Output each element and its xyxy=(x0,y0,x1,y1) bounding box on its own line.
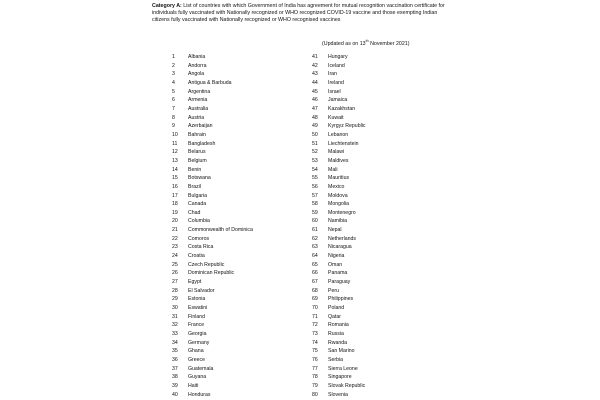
country-name: Netherlands xyxy=(328,235,356,242)
country-number: 9 xyxy=(172,123,175,130)
country-name: Jamaica xyxy=(328,97,348,104)
country-row xyxy=(312,347,365,356)
country-row xyxy=(172,269,253,278)
country-row xyxy=(312,88,365,97)
country-row xyxy=(172,365,253,374)
country-row xyxy=(172,114,253,123)
country-row xyxy=(312,148,365,157)
country-row xyxy=(172,209,253,218)
country-number: 47 xyxy=(312,105,318,112)
country-name: Mexico xyxy=(328,183,345,190)
country-name: Finland xyxy=(188,313,206,320)
country-name: Czech Republic xyxy=(188,261,225,268)
country-name: Malawi xyxy=(328,149,345,156)
country-number: 57 xyxy=(312,192,318,199)
country-row xyxy=(172,105,253,114)
country-row xyxy=(172,122,253,131)
country-number: 18 xyxy=(172,201,178,208)
country-number: 58 xyxy=(312,201,318,208)
country-name: Maldives xyxy=(328,157,349,164)
country-name: Azerbaijan xyxy=(188,123,213,130)
updated-date xyxy=(322,41,410,48)
country-number: 74 xyxy=(312,339,318,346)
country-name: Bulgaria xyxy=(188,192,208,199)
country-number: 53 xyxy=(312,157,318,164)
country-name: Haiti xyxy=(188,382,199,389)
country-row xyxy=(172,287,253,296)
country-number: 77 xyxy=(312,365,318,372)
country-number: 79 xyxy=(312,382,318,389)
country-name: Serbia xyxy=(328,356,343,363)
country-number: 1 xyxy=(172,54,175,60)
country-name: Romania xyxy=(328,322,349,329)
country-name: Qatar xyxy=(328,313,341,320)
country-number: 70 xyxy=(312,305,318,312)
country-number: 52 xyxy=(312,149,318,156)
country-row xyxy=(172,200,253,209)
country-name: Andorra xyxy=(188,62,207,69)
country-number: 11 xyxy=(172,140,178,147)
updated-prefix: (Updated as on 13 xyxy=(322,41,366,47)
country-name: Australia xyxy=(188,105,209,112)
country-number: 49 xyxy=(312,123,318,130)
country-name: Canada xyxy=(188,201,207,208)
country-row xyxy=(312,183,365,192)
country-name: Costa Rica xyxy=(188,244,214,251)
country-row xyxy=(172,192,253,201)
country-row xyxy=(312,122,365,131)
country-name: Iran xyxy=(328,71,337,78)
country-name: Liechtenstein xyxy=(328,140,359,147)
country-number: 44 xyxy=(312,79,318,86)
country-row xyxy=(172,356,253,365)
category-text: List of countries with which Government of India has agreement for mutual recognition vaccination certificate for individuals fully vaccinated with Nationally recognized or WHO recognized COVID-19 vaccine and those exempting Indian citizens fully vaccinated with Nationally recognized or WHO recognised vaccines xyxy=(152,3,445,24)
country-row xyxy=(172,226,253,235)
country-name: Kyrgyz Republic xyxy=(328,123,366,130)
country-number: 54 xyxy=(312,166,318,173)
country-name: Comoros xyxy=(188,235,210,242)
country-row xyxy=(312,278,365,287)
country-name: Bangladesh xyxy=(188,140,216,147)
country-row xyxy=(312,114,365,123)
country-number: 6 xyxy=(172,97,175,104)
country-name: Paraguay xyxy=(328,279,351,286)
country-name: Belarus xyxy=(188,149,206,156)
country-name: Ghana xyxy=(188,348,204,355)
country-name: Germany xyxy=(188,339,210,346)
country-number: 31 xyxy=(172,313,178,320)
country-row xyxy=(172,382,253,391)
country-row xyxy=(312,174,365,183)
country-number: 35 xyxy=(172,348,178,355)
country-number: 25 xyxy=(172,261,178,268)
updated-ordinal: th xyxy=(365,39,369,44)
country-row xyxy=(312,62,365,71)
country-number: 16 xyxy=(172,183,178,190)
country-number: 21 xyxy=(172,227,178,234)
country-number: 28 xyxy=(172,287,178,294)
country-row xyxy=(172,373,253,382)
country-name: Mauritius xyxy=(328,175,350,182)
country-number: 61 xyxy=(312,227,318,234)
country-row xyxy=(172,96,253,105)
updated-suffix: November 2021) xyxy=(368,41,410,47)
country-name: Chad xyxy=(188,209,201,216)
country-name: Nigeria xyxy=(328,253,345,260)
country-number: 27 xyxy=(172,279,178,286)
country-number: 66 xyxy=(312,270,318,277)
country-row xyxy=(312,295,365,304)
country-name: France xyxy=(188,322,205,329)
country-name: Armenia xyxy=(188,97,208,104)
country-row xyxy=(312,140,365,149)
country-number: 64 xyxy=(312,253,318,260)
country-row xyxy=(312,339,365,348)
country-name: Brazil xyxy=(188,183,201,190)
country-number: 19 xyxy=(172,209,178,216)
country-number: 78 xyxy=(312,374,318,381)
country-row xyxy=(312,287,365,296)
country-name: Eswatini xyxy=(188,305,208,312)
country-name: Estonia xyxy=(188,296,206,303)
country-name: Hungary xyxy=(328,54,348,60)
country-name: Oman xyxy=(328,261,343,268)
country-number: 24 xyxy=(172,253,178,260)
country-row xyxy=(312,200,365,209)
country-number: 48 xyxy=(312,114,318,121)
country-name: Rwanda xyxy=(328,339,348,346)
country-number: 40 xyxy=(172,391,178,398)
country-name: Austria xyxy=(188,114,205,121)
country-row xyxy=(172,313,253,322)
country-name: Nicaragua xyxy=(328,244,352,251)
country-number: 46 xyxy=(312,97,318,104)
country-row xyxy=(172,304,253,313)
country-row xyxy=(172,53,253,62)
country-name: Israel xyxy=(328,88,341,95)
category-label: Category A: xyxy=(152,3,182,9)
country-number: 37 xyxy=(172,365,178,372)
country-name: Philippines xyxy=(328,296,354,303)
country-row xyxy=(172,321,253,330)
country-number: 17 xyxy=(172,192,178,199)
country-row xyxy=(312,131,365,140)
country-name: Albania xyxy=(188,54,206,60)
country-row xyxy=(172,157,253,166)
country-number: 34 xyxy=(172,339,178,346)
country-row xyxy=(172,243,253,252)
country-name: Kuwait xyxy=(328,114,344,121)
country-name: Greece xyxy=(188,356,206,363)
country-number: 4 xyxy=(172,79,175,86)
country-name: Croatia xyxy=(188,253,205,260)
country-number: 26 xyxy=(172,270,178,277)
country-name: Nepal xyxy=(328,227,342,234)
country-name: Lebanon xyxy=(328,131,349,138)
country-row xyxy=(312,105,365,114)
country-row xyxy=(172,140,253,149)
country-name: Commonwealth of Dominica xyxy=(188,227,253,234)
country-number: 75 xyxy=(312,348,318,355)
category-description xyxy=(152,3,452,25)
country-number: 3 xyxy=(172,71,175,78)
country-name: Guyana xyxy=(188,374,207,381)
country-number: 22 xyxy=(172,235,178,242)
country-name: Egypt xyxy=(188,279,202,286)
country-number: 73 xyxy=(312,331,318,337)
country-number: 2 xyxy=(172,62,175,69)
country-row xyxy=(172,339,253,348)
country-list-left xyxy=(172,53,253,399)
country-name: Sierra Leone xyxy=(328,365,358,372)
country-name: Columbia xyxy=(188,218,210,225)
country-number: 41 xyxy=(312,54,318,60)
country-row xyxy=(312,356,365,365)
country-number: 56 xyxy=(312,183,318,190)
country-number: 14 xyxy=(172,166,178,173)
country-name: El Salvador xyxy=(188,287,215,294)
country-name: Guatemala xyxy=(188,365,214,372)
country-number: 8 xyxy=(172,114,175,121)
country-name: Slovenia xyxy=(328,391,348,398)
country-row xyxy=(172,217,253,226)
country-row xyxy=(312,304,365,313)
country-number: 72 xyxy=(312,322,318,329)
country-name: Botswana xyxy=(188,175,211,182)
country-number: 62 xyxy=(312,235,318,242)
country-row xyxy=(172,347,253,356)
country-row xyxy=(172,295,253,304)
country-row xyxy=(312,330,365,339)
country-name: Slovak Republic xyxy=(328,382,366,389)
country-number: 69 xyxy=(312,296,318,303)
country-name: Honduras xyxy=(188,391,211,398)
country-row xyxy=(312,209,365,218)
country-name: Moldova xyxy=(328,192,348,199)
country-number: 65 xyxy=(312,261,318,268)
country-row xyxy=(312,243,365,252)
country-row xyxy=(312,382,365,391)
country-row xyxy=(172,79,253,88)
country-row xyxy=(312,313,365,322)
country-name: Montenegro xyxy=(328,209,356,216)
country-row xyxy=(312,365,365,374)
country-row xyxy=(172,261,253,270)
country-name: Namibia xyxy=(328,218,348,225)
country-number: 45 xyxy=(312,88,318,95)
country-name: Kazakhstan xyxy=(328,105,356,112)
country-number: 43 xyxy=(312,71,318,78)
country-name: Poland xyxy=(328,305,345,312)
country-name: Mali xyxy=(328,166,338,173)
country-number: 76 xyxy=(312,356,318,363)
country-row xyxy=(312,217,365,226)
country-row xyxy=(312,79,365,88)
country-row xyxy=(312,96,365,105)
country-number: 68 xyxy=(312,287,318,294)
country-name: Ireland xyxy=(328,79,344,86)
country-row xyxy=(172,174,253,183)
country-row xyxy=(312,166,365,175)
country-row xyxy=(312,226,365,235)
country-row xyxy=(312,235,365,244)
country-row xyxy=(312,70,365,79)
country-number: 13 xyxy=(172,157,178,164)
country-name: Mongolia xyxy=(328,201,350,208)
country-name: Antigua & Barbuda xyxy=(188,79,232,86)
country-row xyxy=(312,321,365,330)
country-number: 32 xyxy=(172,322,178,329)
country-number: 55 xyxy=(312,175,318,182)
country-number: 42 xyxy=(312,62,318,69)
country-row xyxy=(312,269,365,278)
country-number: 71 xyxy=(312,313,318,320)
country-number: 38 xyxy=(172,374,178,381)
country-row xyxy=(312,261,365,270)
country-number: 60 xyxy=(312,218,318,225)
country-row xyxy=(172,391,253,400)
country-number: 29 xyxy=(172,296,178,303)
country-number: 20 xyxy=(172,218,178,225)
country-name: Russia xyxy=(328,331,344,337)
country-row xyxy=(172,70,253,79)
country-list-right xyxy=(312,53,365,399)
country-number: 63 xyxy=(312,244,318,251)
country-row xyxy=(172,330,253,339)
country-name: Benin xyxy=(188,166,202,173)
country-row xyxy=(172,88,253,97)
country-row xyxy=(312,391,365,400)
country-row xyxy=(172,278,253,287)
country-row xyxy=(172,166,253,175)
country-number: 51 xyxy=(312,140,318,147)
country-number: 67 xyxy=(312,279,318,286)
country-number: 80 xyxy=(312,391,318,398)
country-name: Dominican Republic xyxy=(188,270,235,277)
country-name: Argentina xyxy=(188,88,211,95)
country-row xyxy=(172,235,253,244)
country-name: Angola xyxy=(188,71,205,78)
country-number: 36 xyxy=(172,356,178,363)
country-row xyxy=(172,148,253,157)
country-number: 59 xyxy=(312,209,318,216)
country-number: 33 xyxy=(172,331,178,337)
country-number: 39 xyxy=(172,382,178,389)
country-name: Belgium xyxy=(188,157,207,164)
country-row xyxy=(312,157,365,166)
country-number: 23 xyxy=(172,244,178,251)
country-number: 30 xyxy=(172,305,178,312)
country-number: 12 xyxy=(172,149,178,156)
country-name: Singapore xyxy=(328,374,352,381)
country-number: 5 xyxy=(172,88,175,95)
country-number: 7 xyxy=(172,105,175,112)
country-row xyxy=(172,252,253,261)
country-row xyxy=(312,192,365,201)
country-number: 15 xyxy=(172,175,178,182)
country-name: Peru xyxy=(328,287,339,294)
country-name: Iceland xyxy=(328,62,345,69)
country-name: Bahrain xyxy=(188,131,206,138)
country-number: 10 xyxy=(172,131,178,138)
country-name: San Marino xyxy=(328,348,355,355)
country-number: 50 xyxy=(312,131,318,138)
country-row xyxy=(312,373,365,382)
country-row xyxy=(172,131,253,140)
country-name: Panama xyxy=(328,270,348,277)
country-row xyxy=(312,53,365,62)
country-row xyxy=(172,62,253,71)
country-name: Georgia xyxy=(188,331,207,337)
country-row xyxy=(172,183,253,192)
country-row xyxy=(312,252,365,261)
